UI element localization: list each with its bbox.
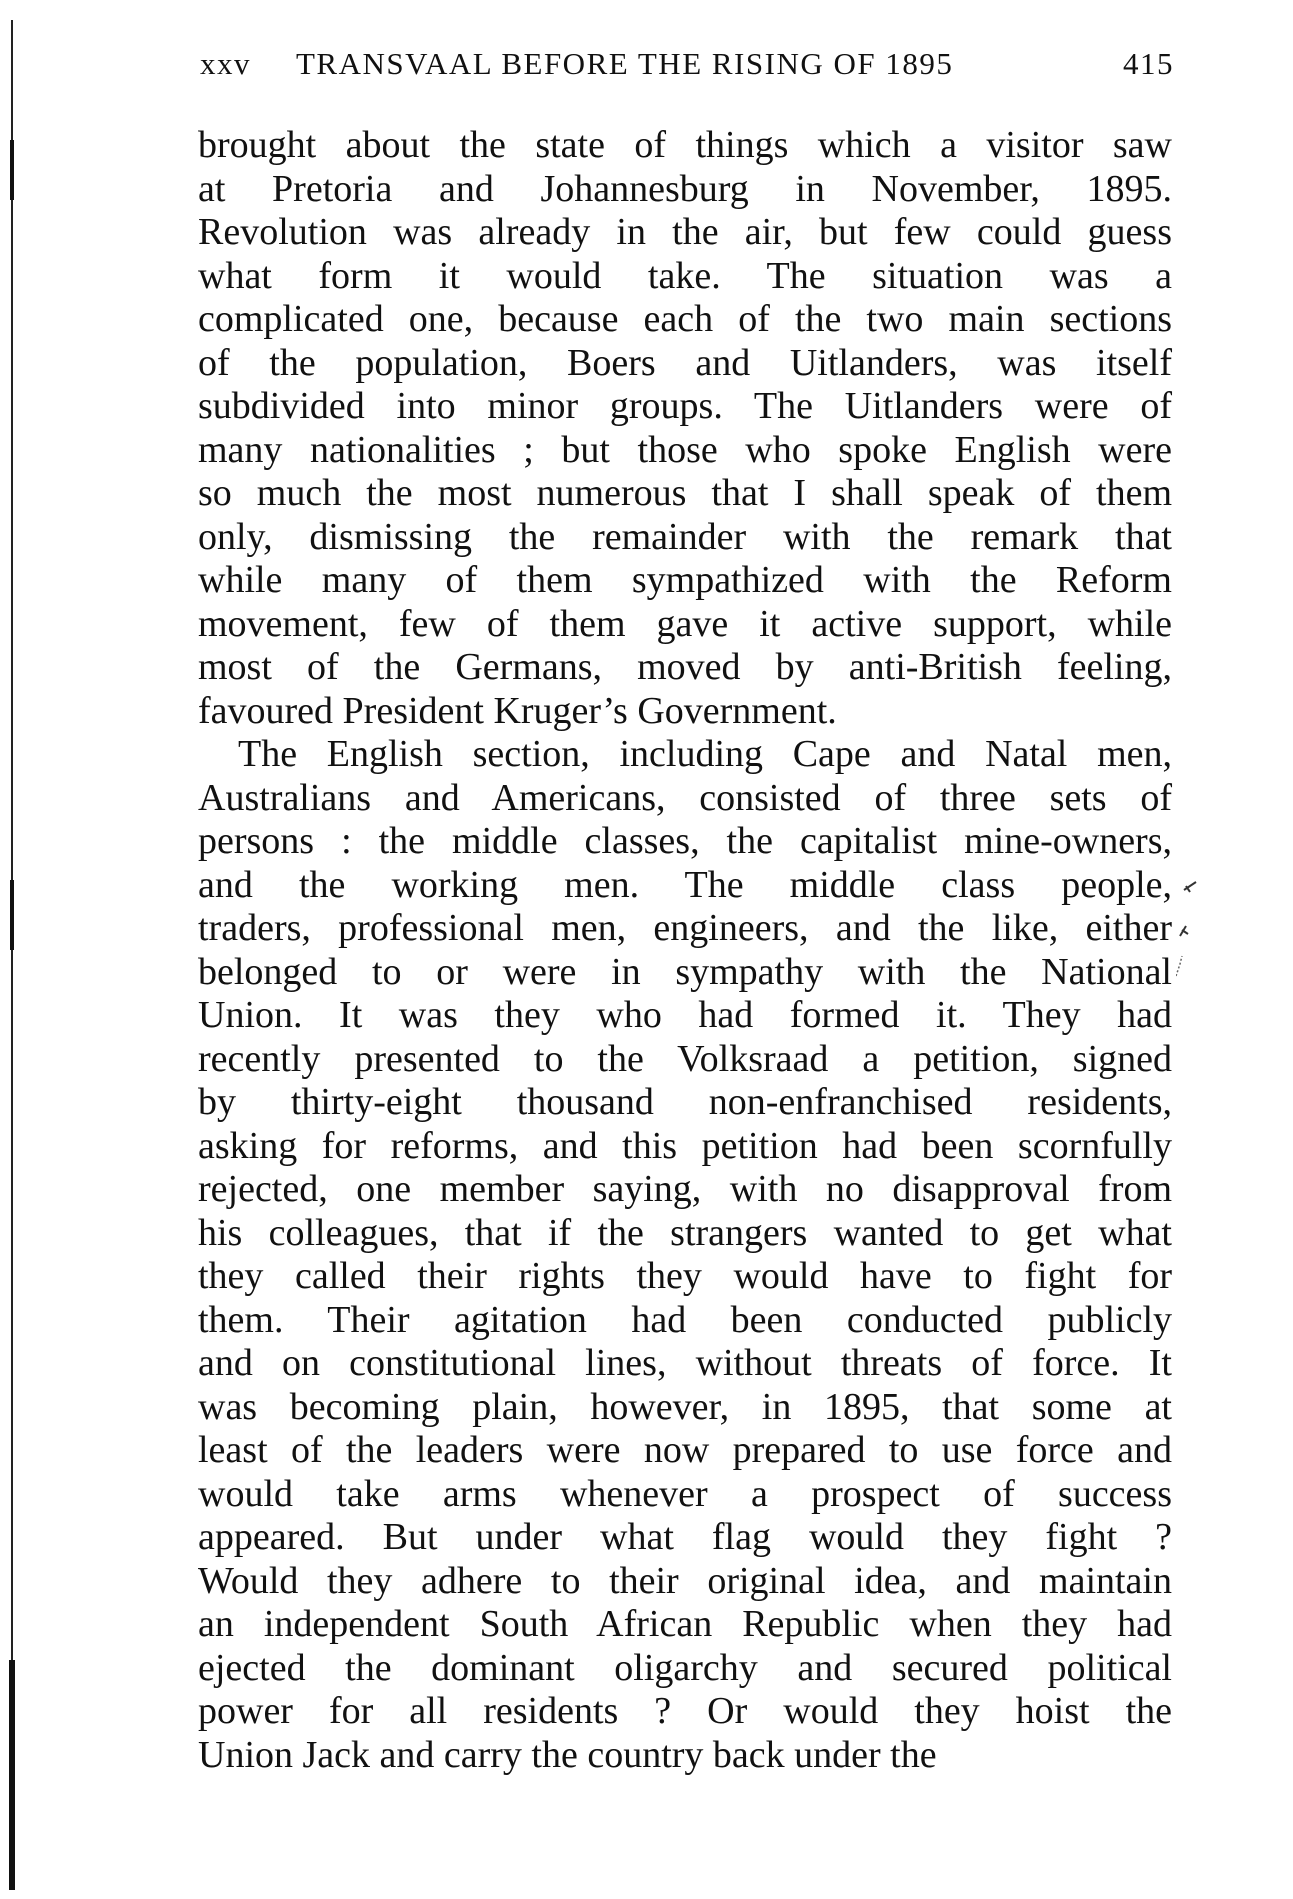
text-line: his colleagues, that if the strangers wanted to get what <box>198 1211 1172 1254</box>
text-line: by thirty-eight thousand non-enfranchised residents, <box>198 1081 1172 1123</box>
binding-edge <box>8 20 18 1890</box>
text-line: of the population, Boers and Uitlanders, was itself <box>198 341 1172 384</box>
text-line: Australians and Americans, consisted of three sets of <box>198 776 1172 819</box>
text-line: The English section, including Cape and Natal men, <box>238 733 1172 775</box>
text-line: at Pretoria and Johannesburg in November, 1895. <box>198 167 1172 210</box>
text-line: favoured President Kruger’s Government. <box>198 689 837 732</box>
text-line: they called their rights they would have to fight for <box>198 1255 1172 1297</box>
text-line: them. Their agitation had been conducted publicly <box>198 1298 1172 1341</box>
text-line: was becoming plain, however, in 1895, that some at <box>198 1385 1172 1428</box>
text-line: traders, professional men, engineers, and the like, either <box>198 907 1172 949</box>
text-line: and on constitutional lines, without threats of force. It <box>198 1342 1172 1384</box>
text-line: what form it would take. The situation was a <box>198 254 1172 297</box>
text-line: ejected the dominant oligarchy and secured political <box>198 1646 1172 1689</box>
margin-pencil-marks <box>1176 860 1216 1000</box>
running-title: TRANSVAAL BEFORE THE RISING OF 1895 <box>296 46 954 81</box>
body-text <box>198 124 1172 1777</box>
text-line: persons : the middle classes, the capitalist mine-owners, <box>198 820 1172 862</box>
text-line: subdivided into minor groups. The Uitlanders were of <box>198 385 1172 427</box>
text-line: brought about the state of things which a visitor saw <box>198 124 1172 166</box>
text-line: and the working men. The middle class people, <box>198 863 1172 906</box>
text-line: least of the leaders were now prepared to use force and <box>198 1429 1172 1471</box>
text-line: rejected, one member saying, with no disapproval from <box>198 1168 1172 1210</box>
text-line: power for all residents ? Or would they hoist the <box>198 1690 1172 1732</box>
paragraph <box>198 124 1172 733</box>
text-line: most of the Germans, moved by anti-British feeling, <box>198 646 1172 688</box>
text-line: belonged to or were in sympathy with the National <box>198 950 1172 993</box>
text-line: complicated one, because each of the two main sections <box>198 298 1172 340</box>
text-line: only, dismissing the remainder with the remark that <box>198 515 1172 558</box>
text-line: appeared. But under what flag would they fight ? <box>198 1516 1172 1558</box>
text-line: recently presented to the Volksraad a petition, signed <box>198 1037 1172 1080</box>
text-line: would take arms whenever a prospect of success <box>198 1472 1172 1515</box>
page-number: 415 <box>1123 46 1174 81</box>
text-line: Union. It was they who had formed it. They had <box>198 994 1172 1036</box>
text-line: asking for reforms, and this petition had been scornfully <box>198 1124 1172 1167</box>
text-line: movement, few of them gave it active support, while <box>198 602 1172 645</box>
text-line: many nationalities ; but those who spoke English were <box>198 428 1172 471</box>
text-line: Would they adhere to their original idea, and maintain <box>198 1559 1172 1602</box>
chapter-number: xxv <box>200 46 251 81</box>
running-header <box>200 46 1174 86</box>
paragraph <box>198 733 1172 1777</box>
text-line: Revolution was already in the air, but few could guess <box>198 211 1172 253</box>
text-line: while many of them sympathized with the Reform <box>198 559 1172 601</box>
text-line: Union Jack and carry the country back under the <box>198 1733 937 1776</box>
text-line: an independent South African Republic when they had <box>198 1603 1172 1645</box>
text-line: so much the most numerous that I shall speak of them <box>198 472 1172 514</box>
